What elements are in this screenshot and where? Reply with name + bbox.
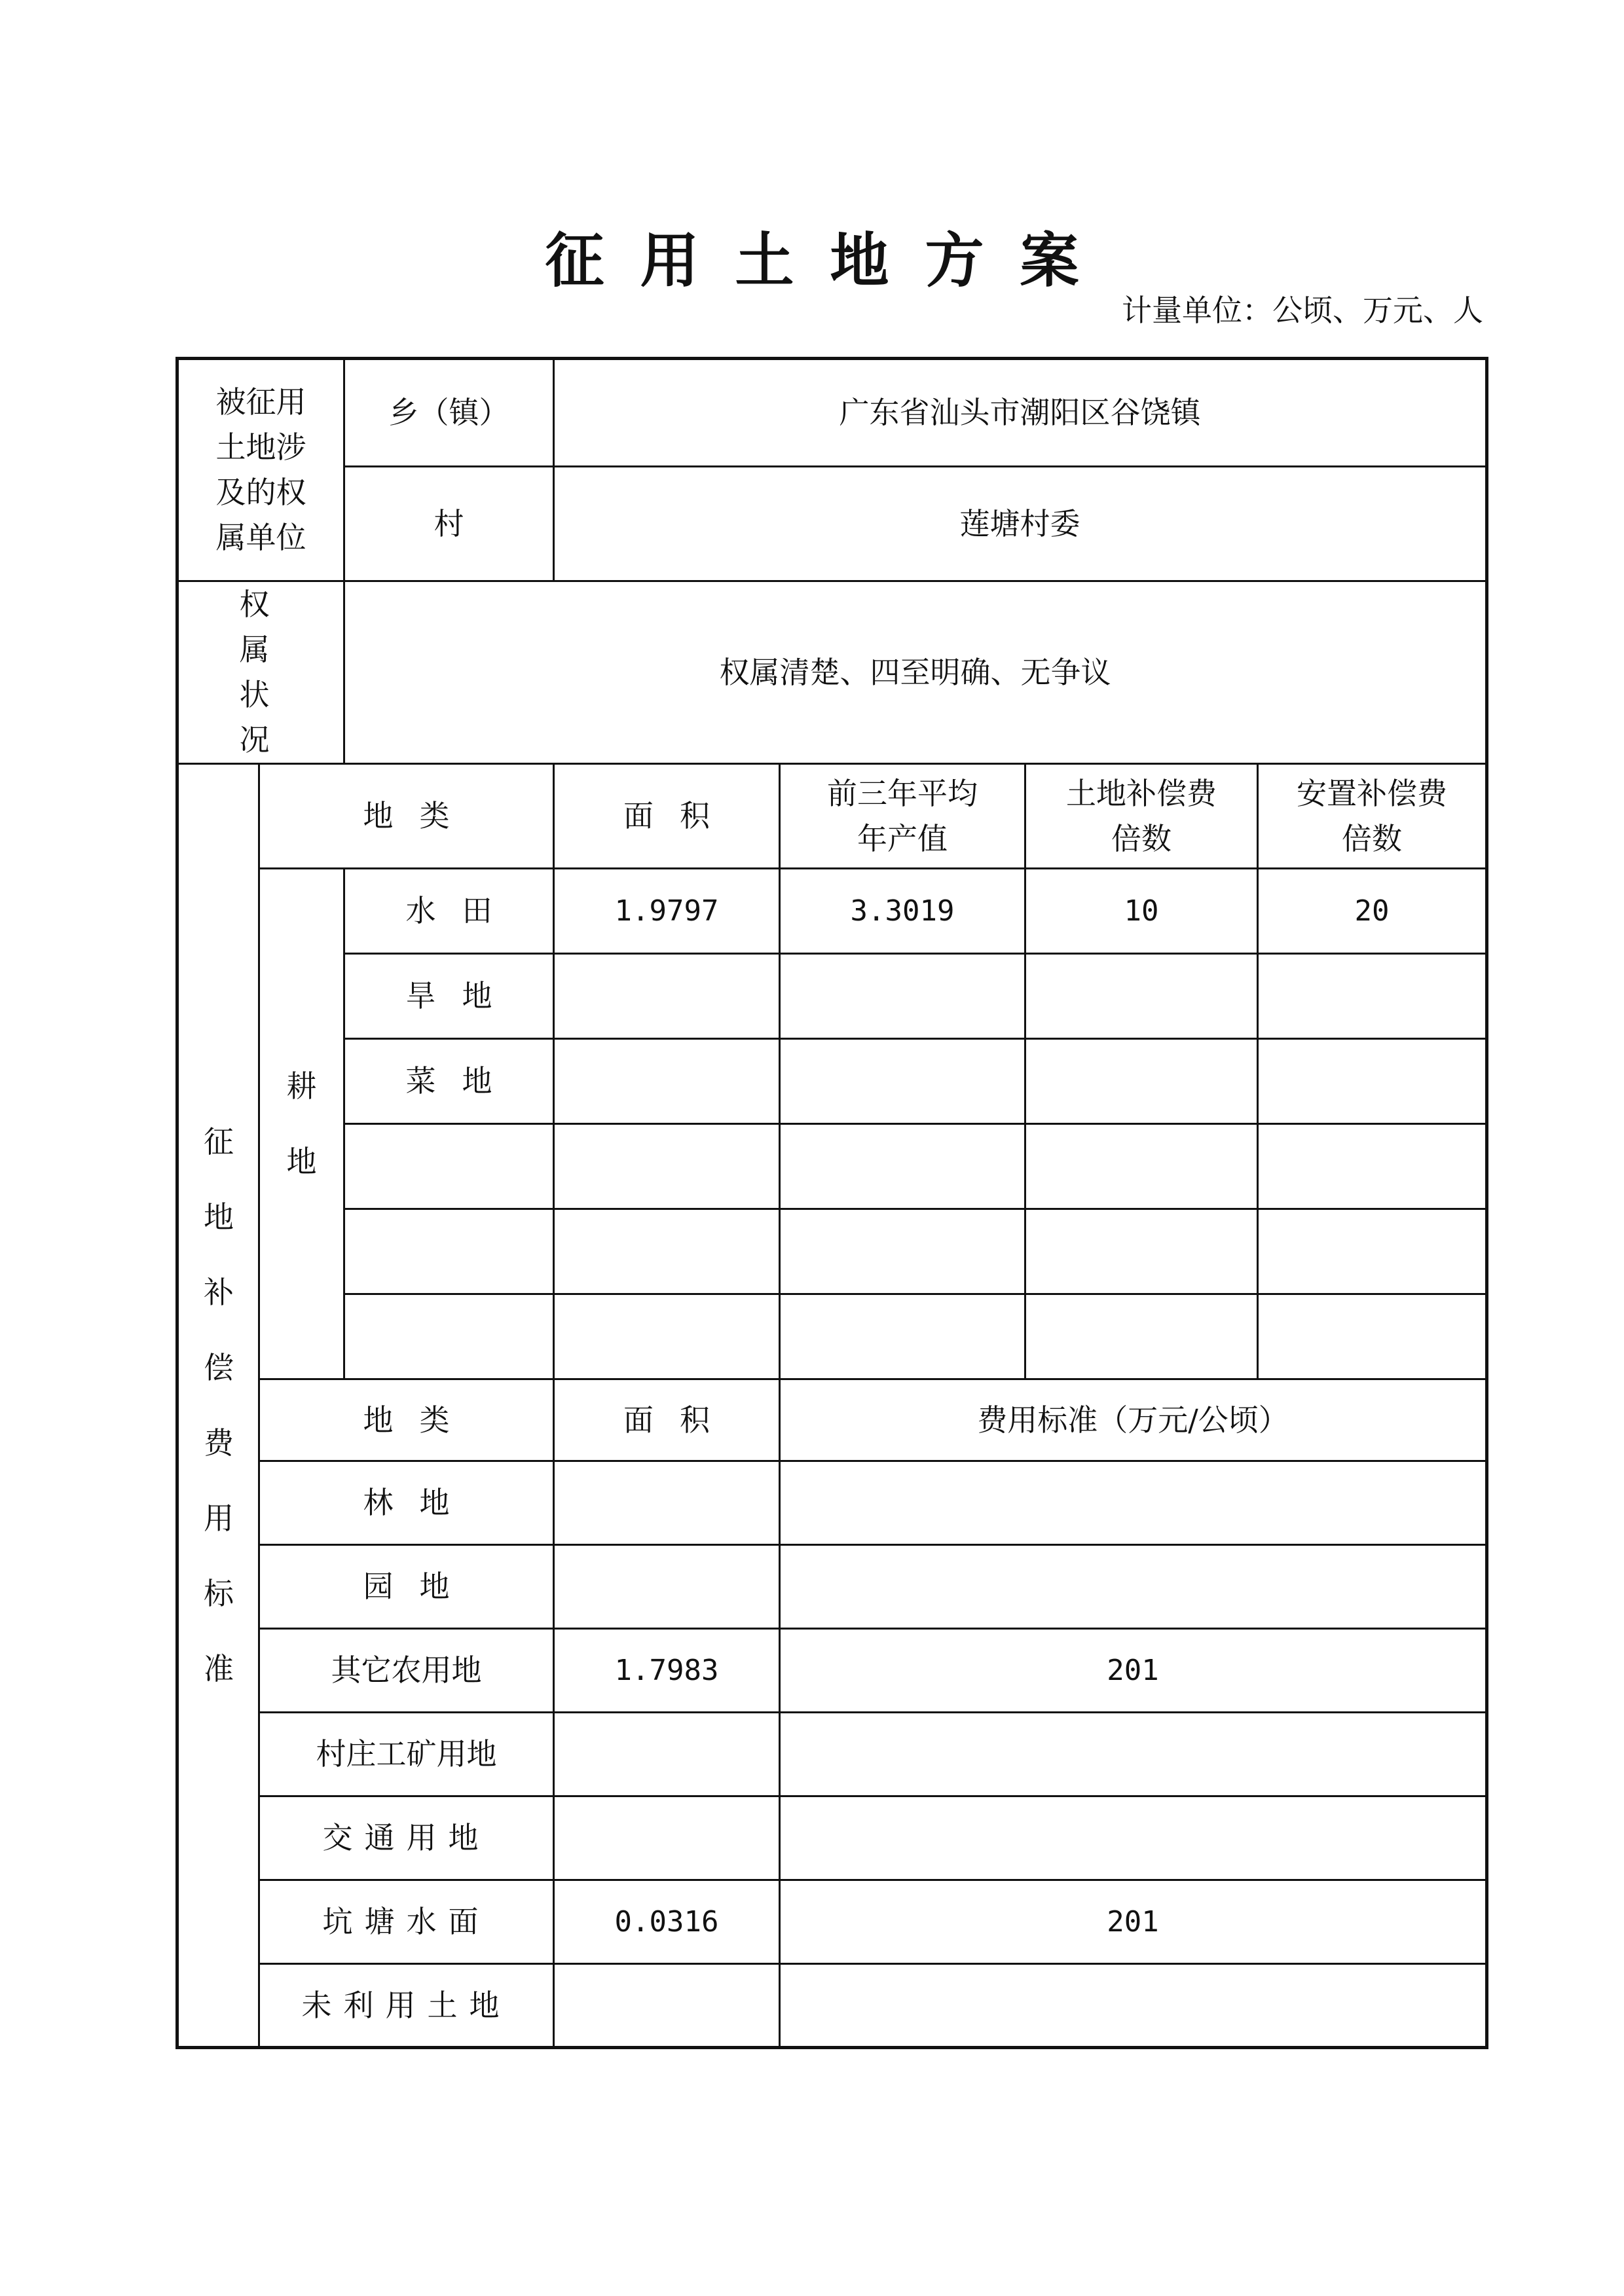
table-row (177, 1209, 1487, 1294)
table-row (177, 1964, 1487, 2048)
land-multiple-cell (1025, 954, 1258, 1039)
table-row (177, 1294, 1487, 1379)
land-multiple-cell (1025, 1124, 1258, 1209)
page-title: 征用土地方案 (545, 227, 1115, 295)
area-cell: 1.9797 (554, 869, 780, 954)
table-row (177, 1880, 1487, 1964)
table-row (177, 1039, 1487, 1124)
township-value: 广东省汕头市潮阳区谷饶镇 (554, 359, 1487, 467)
cultivated-label: 耕地 (259, 869, 344, 1379)
standard-cell (780, 1545, 1487, 1629)
standard-cell (780, 1461, 1487, 1545)
table-row (177, 1545, 1487, 1629)
avg-output-cell: 3.3019 (780, 869, 1025, 954)
resettle-multiple-cell (1258, 1039, 1487, 1124)
land-type-cell: 林地 (259, 1461, 554, 1545)
avg-output-cell (780, 1124, 1025, 1209)
land-type-cell: 村庄工矿用地 (259, 1713, 554, 1796)
table-row (177, 869, 1487, 954)
land-type-cell: 园地 (259, 1545, 554, 1629)
land-type-cell: 其它农用地 (259, 1629, 554, 1713)
table-row (177, 1629, 1487, 1713)
land-type-cell (344, 1294, 554, 1379)
compensation-side-label: 征地补偿费用标准 (177, 764, 259, 2048)
standard-cell (780, 1964, 1487, 2048)
resettle-multiple-cell (1258, 1124, 1487, 1209)
area-cell (554, 1964, 780, 2048)
resettle-multiple-cell (1258, 1209, 1487, 1294)
land-acquisition-form (175, 357, 1488, 2049)
land-type-cell (344, 1209, 554, 1294)
resettle-multiple-cell (1258, 1294, 1487, 1379)
table-row (177, 1124, 1487, 1209)
area-cell (554, 1545, 780, 1629)
standard-cell (780, 1796, 1487, 1880)
header-land-multiple: 土地补偿费倍数 (1025, 764, 1258, 869)
land-type-cell (344, 1124, 554, 1209)
area-cell (554, 1796, 780, 1880)
land-type-cell: 旱地 (344, 954, 554, 1039)
resettle-multiple-cell: 20 (1258, 869, 1487, 954)
table-row (177, 954, 1487, 1039)
land-type-cell: 水田 (344, 869, 554, 954)
standard-cell (780, 1713, 1487, 1796)
land-type-cell: 坑塘水面 (259, 1880, 554, 1964)
standard-cell: 201 (780, 1880, 1487, 1964)
area-cell (554, 954, 780, 1039)
other-header-land-type: 地类 (259, 1379, 554, 1461)
resettle-multiple-cell (1258, 954, 1487, 1039)
ownership-unit-label: 被征用土地涉及的权属单位 (177, 359, 344, 581)
area-cell (554, 1039, 780, 1124)
area-cell (554, 1209, 780, 1294)
village-value: 莲塘村委 (554, 467, 1487, 581)
header-resettle-multiple: 安置补偿费倍数 (1258, 764, 1487, 869)
other-header-area: 面积 (554, 1379, 780, 1461)
header-avg-output: 前三年平均年产值 (780, 764, 1025, 869)
avg-output-cell (780, 1294, 1025, 1379)
ownership-status-label: 权属状况 (177, 581, 344, 764)
land-type-cell: 交通用地 (259, 1796, 554, 1880)
ownership-status-value: 权属清楚、四至明确、无争议 (344, 581, 1487, 764)
area-cell (554, 1294, 780, 1379)
township-label: 乡（镇） (344, 359, 554, 467)
header-land-type: 地类 (259, 764, 554, 869)
avg-output-cell (780, 1039, 1025, 1124)
table-row (177, 1461, 1487, 1545)
avg-output-cell (780, 1209, 1025, 1294)
land-multiple-cell (1025, 1294, 1258, 1379)
unit-note: 计量单位：公顷、万元、人 (1122, 293, 1483, 328)
standard-cell: 201 (780, 1629, 1487, 1713)
area-cell: 0.0316 (554, 1880, 780, 1964)
land-multiple-cell (1025, 1039, 1258, 1124)
land-multiple-cell (1025, 1209, 1258, 1294)
table-row (177, 1796, 1487, 1880)
land-multiple-cell: 10 (1025, 869, 1258, 954)
land-type-cell: 未利用土地 (259, 1964, 554, 2048)
land-type-cell: 菜地 (344, 1039, 554, 1124)
avg-output-cell (780, 954, 1025, 1039)
village-label: 村 (344, 467, 554, 581)
area-cell: 1.7983 (554, 1629, 780, 1713)
area-cell (554, 1713, 780, 1796)
area-cell (554, 1461, 780, 1545)
area-cell (554, 1124, 780, 1209)
header-area: 面积 (554, 764, 780, 869)
other-header-standard: 费用标准（万元/公顷） (780, 1379, 1487, 1461)
table-row (177, 1713, 1487, 1796)
